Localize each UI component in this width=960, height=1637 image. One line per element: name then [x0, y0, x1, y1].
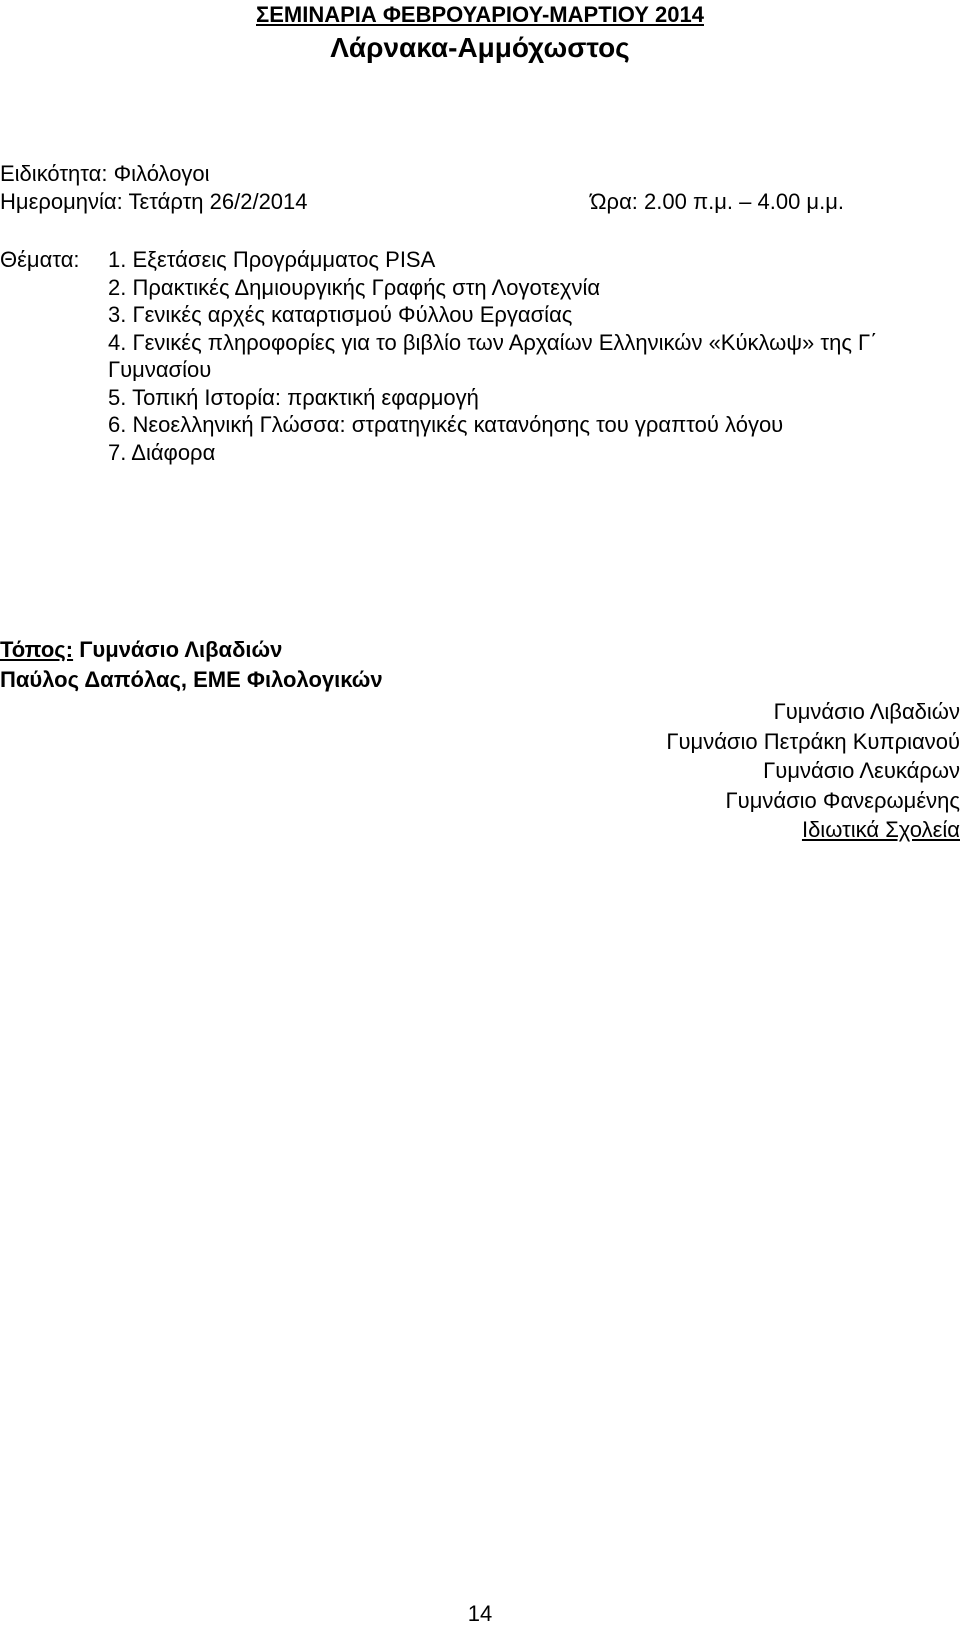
page-number: 14	[467, 1601, 493, 1626]
school-item: Γυμνάσιο Λιβαδιών	[773, 699, 960, 724]
topics-label: Θέματα:	[0, 247, 80, 272]
venue-value: Γυμνάσιο Λιβαδιών	[79, 637, 283, 662]
time-line: Ώρα: 2.00 π.μ. – 4.00 μ.μ.	[590, 189, 844, 214]
schools-list	[460, 697, 960, 845]
document-title: ΣΕΜΙΝΑΡΙΑ ΦΕΒΡΟΥΑΡΙΟΥ-ΜΑΡΤΙΟΥ 2014	[256, 2, 704, 27]
venue-label: Τόπος:	[0, 637, 74, 662]
document-subtitle: Λάρνακα-Αμμόχωστος	[330, 32, 630, 63]
topic-item: 2. Πρακτικές Δημιουργικής Γραφής στη Λογοτεχνία	[108, 274, 601, 300]
venue-line	[0, 636, 282, 664]
topic-item: 6. Νεοελληνική Γλώσσα: στρατηγικές κατανόησης του γραπτού λόγου	[108, 412, 784, 437]
presenter-line: Παύλος Δαπόλας, ΕΜΕ Φιλολογικών	[0, 667, 383, 692]
date-line: Ημερομηνία: Τετάρτη 26/2/2014	[0, 189, 308, 214]
topic-item: 5. Τοπική Ιστορία: πρακτική εφαρμογή	[108, 384, 479, 410]
specialty-line: Ειδικότητα: Φιλόλογοι	[0, 161, 210, 186]
topic-item: 4. Γενικές πληροφορίες για το βιβλίο των Αρχαίων Ελληνικών «Κύκλωψ» της Γ΄ Γυμνασίου	[108, 329, 878, 382]
school-item: Ιδιωτικά Σχολεία	[801, 817, 960, 842]
school-item: Γυμνάσιο Φανερωμένης	[725, 787, 960, 813]
school-item: Γυμνάσιο Πετράκη Κυπριανού	[666, 728, 960, 754]
topic-item: 1. Εξετάσεις Προγράμματος PISA	[108, 247, 436, 272]
school-item: Γυμνάσιο Λευκάρων	[763, 758, 960, 783]
topics-list	[108, 246, 958, 466]
topic-item: 7. Διάφορα	[108, 439, 216, 465]
topic-item: 3. Γενικές αρχές καταρτισμού Φύλλου Εργασίας	[108, 302, 573, 327]
